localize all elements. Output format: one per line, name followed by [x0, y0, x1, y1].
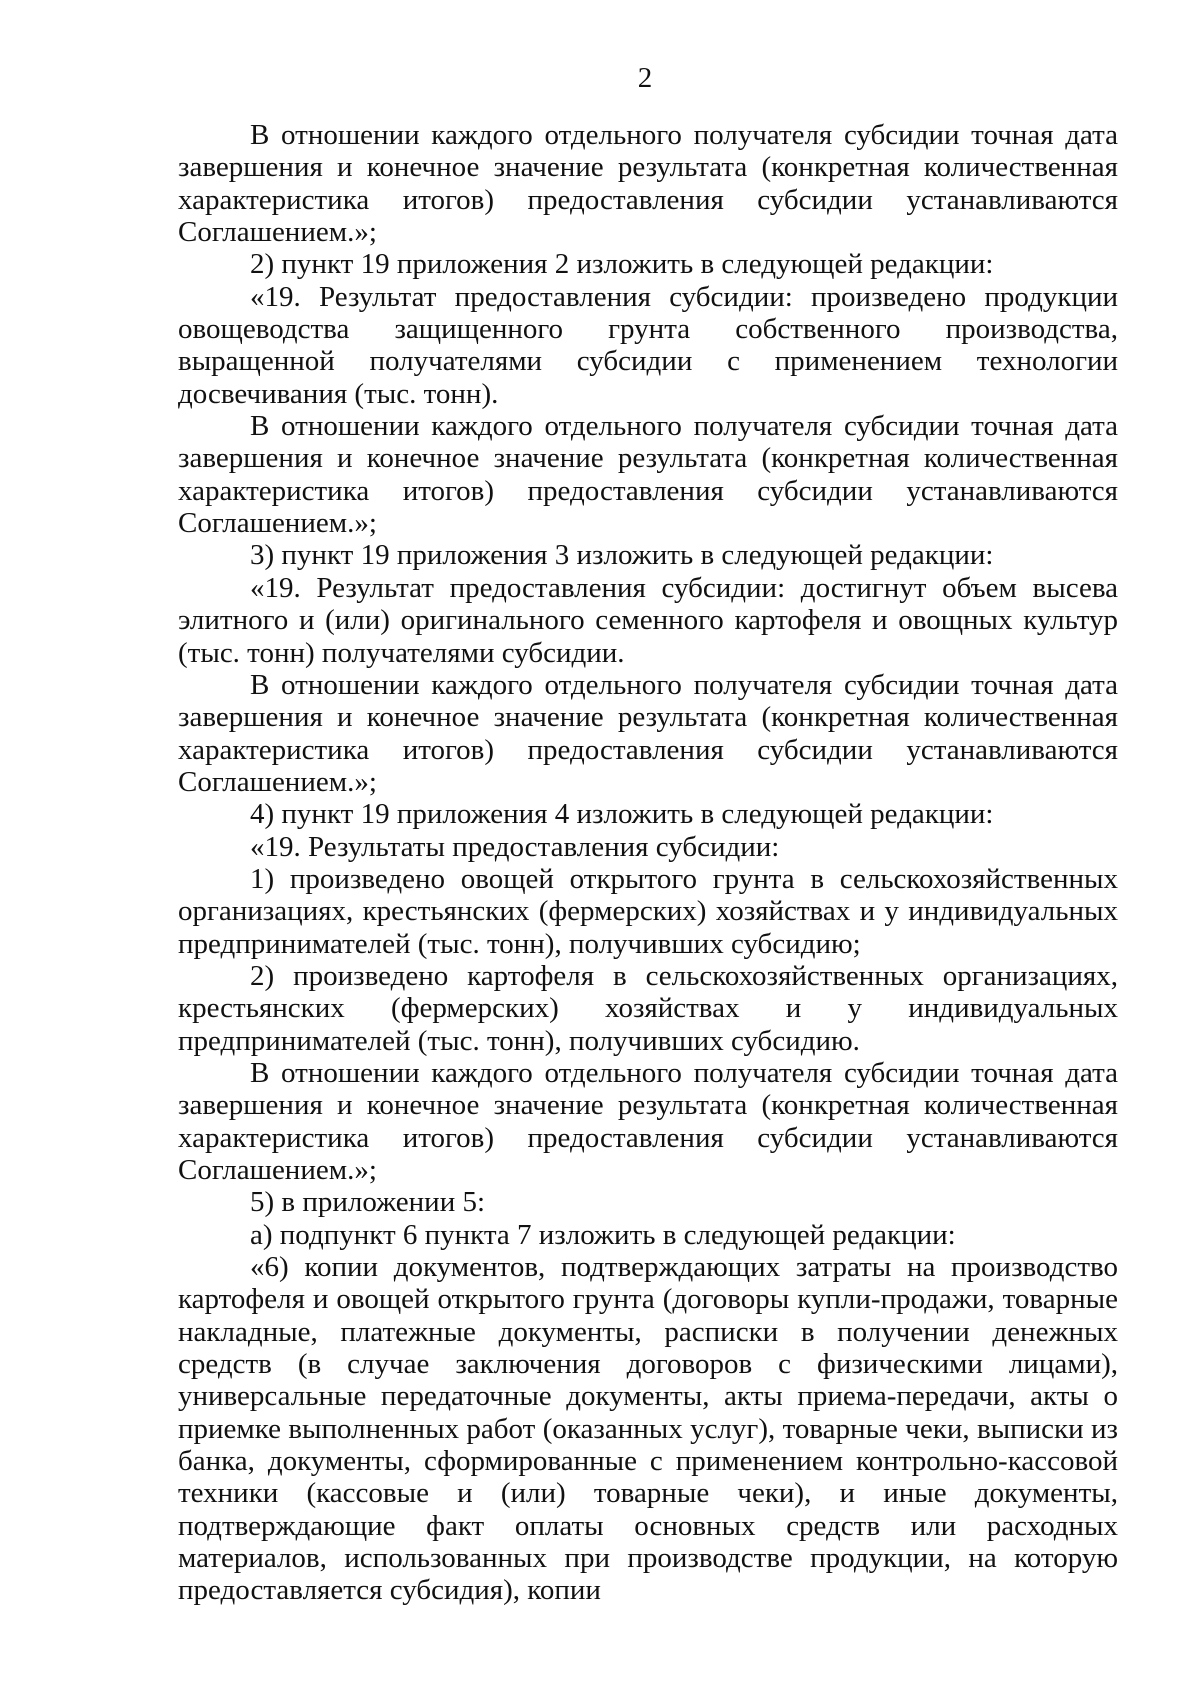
paragraph: В отношении каждого отдельного получателя субсидии точная дата завершения и конечное значение результата (конкретная количественная характеристика итогов) предоставления субсидии устанавливаются Соглашением.»;	[178, 119, 1118, 249]
list-item-heading: 5) в приложении 5:	[250, 1186, 486, 1219]
list-item-heading: 4) пункт 19 приложения 4 изложить в следующей редакции:	[250, 798, 994, 831]
quoted-paragraph: «19. Результат предоставления субсидии: достигнут объем высева элитного и (или) оригинального семенного картофеля и овощных культур (тыс. тонн) получателями субсидии.	[178, 571, 1118, 669]
sub-item: 2) произведено картофеля в сельскохозяйственных организациях, крестьянских (фермерских) хозяйствах и у индивидуальных предпринимателей (тыс. тонн), получивших субсидию.	[178, 959, 1118, 1057]
document-body	[178, 119, 1118, 1607]
quoted-paragraph: «19. Результат предоставления субсидии: произведено продукции овощеводства защищенного грунта собственного производства, выращенной получателями субсидии с применением технологии досвечивания (тыс. тонн).	[178, 280, 1118, 410]
page-number: 2	[637, 62, 653, 94]
sub-item-heading: а) подпункт 6 пункта 7 изложить в следующей редакции:	[250, 1218, 956, 1251]
list-item-heading: 2) пункт 19 приложения 2 изложить в следующей редакции:	[250, 248, 994, 281]
quoted-paragraph: «6) копии документов, подтверждающих затраты на производство картофеля и овощей открытого грунта (договоры купли-продажи, товарные накладные, платежные документы, расписки в получении денежных средств (в случае заключения договоров с физическими лицами), универсальные передаточные документы, акты приема-передачи, акты о приемке выполненных работ (оказанных услуг), товарные чеки, выписки из банка, документы, сформированные с применением контрольно-кассовой техники (кассовые и (или) товарные чеки), и иные документы, подтверждающие факт оплаты основных средств или расходных материалов, использованных при производстве продукции, на которую предоставляется субсидия), копии	[178, 1251, 1118, 1607]
paragraph: В отношении каждого отдельного получателя субсидии точная дата завершения и конечное значение результата (конкретная количественная характеристика итогов) предоставления субсидии устанавливаются Соглашением.»;	[178, 1056, 1118, 1186]
paragraph: В отношении каждого отдельного получателя субсидии точная дата завершения и конечное значение результата (конкретная количественная характеристика итогов) предоставления субсидии устанавливаются Соглашением.»;	[178, 668, 1118, 798]
list-item-heading: 3) пункт 19 приложения 3 изложить в следующей редакции:	[250, 539, 994, 572]
paragraph: В отношении каждого отдельного получателя субсидии точная дата завершения и конечное значение результата (конкретная количественная характеристика итогов) предоставления субсидии устанавливаются Соглашением.»;	[178, 410, 1118, 540]
sub-item: 1) произведено овощей открытого грунта в сельскохозяйственных организациях, крестьянских (фермерских) хозяйствах и у индивидуальных предпринимателей (тыс. тонн), получивших субсидию;	[178, 862, 1118, 960]
quoted-paragraph: «19. Результаты предоставления субсидии:	[250, 830, 780, 863]
